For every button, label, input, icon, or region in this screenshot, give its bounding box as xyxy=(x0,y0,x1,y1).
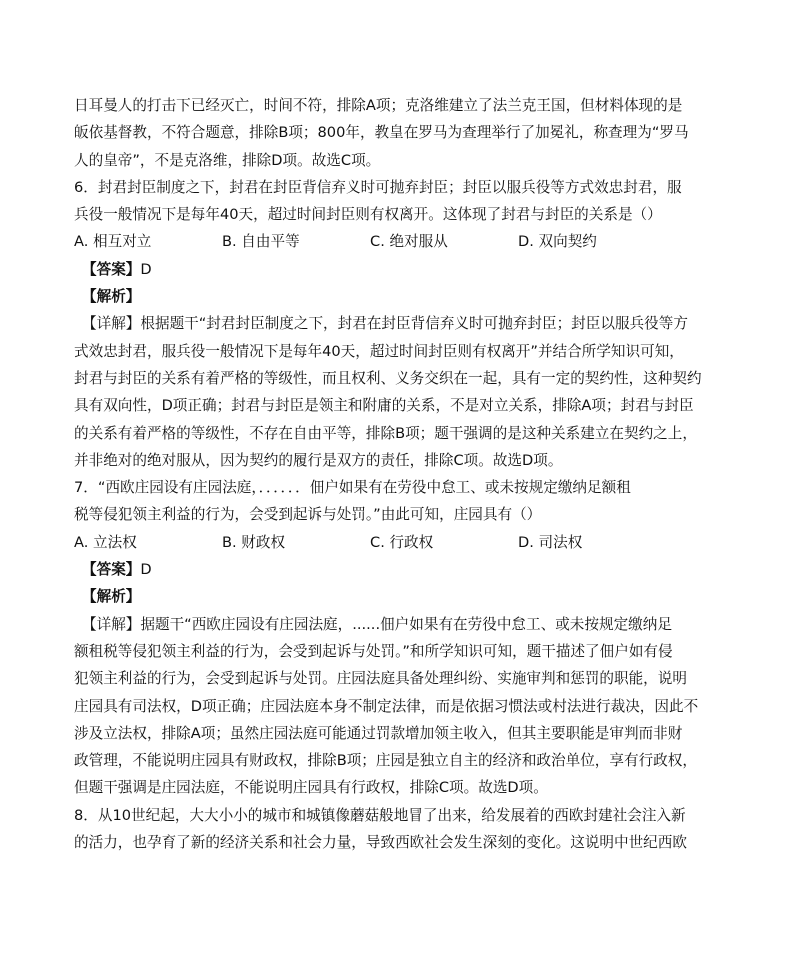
q7-answer xyxy=(74,556,720,583)
q6-detail-line: 并非绝对的绝对服从，因为契约的履行是双方的责任，排除C项。故选D项。 xyxy=(74,451,563,469)
q6-detail-line: 具有双向性，D项正确；封君与封臣是领主和附庸的关系，不是对立关系，排除A项；封君与封臣 xyxy=(74,397,694,415)
q6-options xyxy=(74,228,720,255)
q6-stem-line: 兵役一般情况下是每年40天，超过时间封臣则有权离开。这体现了封君与封臣的关系是（） xyxy=(74,206,662,224)
q7-options xyxy=(74,529,720,556)
q6-option-b: B. 自由平等 xyxy=(222,233,300,251)
prev-analysis-line: 日耳曼人的打击下已经灭亡，时间不符，排除A项；克洛维建立了法兰克王国，但材料体现的是 xyxy=(74,97,683,114)
q6-analysis-label: 【解析】 xyxy=(82,288,141,306)
q8-stem-line: 8．从10世纪起，大大小小的城市和城镇像蘑菇般地冒了出来，给发展着的西欧封建社会注入新 xyxy=(74,806,686,824)
q6-option-a: A. 相互对立 xyxy=(74,233,152,251)
q7-option-a: A. 立法权 xyxy=(74,533,137,551)
q7-analysis-tag xyxy=(74,583,720,610)
q7-detail-line: 但题干强调是庄园法庭，不能说明庄园具有行政权，排除C项。故选D项。 xyxy=(74,779,548,797)
q6-analysis-tag xyxy=(74,283,720,310)
q7-detail-line: 额租税等侵犯领主利益的行为，会受到起诉与处罚。”和所学知识可知，题干描述了佃户如有侵 xyxy=(74,642,673,660)
q7-detail-line: 政管理，不能说明庄园具有财政权，排除B项；庄园是独立自主的经济和政治单位，享有行政权， xyxy=(74,752,697,770)
q6-detail-line: 式效忠封君，服兵役一般情况下是每年40天，超过时间封臣则有权离开”并结合所学知识可知， xyxy=(74,342,684,360)
q7-detail-line: 庄园具有司法权，D项正确；庄园法庭本身不制定法律，而是依据习惯法或村法进行裁决，因此不 xyxy=(74,697,699,715)
prev-analysis-line: 皈依基督教，不符合题意，排除B项；800年，教皇在罗马为查理举行了加冕礼，称查理为“罗马 xyxy=(74,124,689,142)
q8-stem-line: 的活力，也孕育了新的经济关系和社会力量，导致西欧社会发生深刻的变化。这说明中世纪西欧 xyxy=(74,834,687,852)
q6-answer-tag: 【答案】 xyxy=(82,260,141,278)
q6-detail-line: 的关系有着严格的等级性，不存在自由平等，排除B项；题干强调的是这种关系建立在契约之上， xyxy=(74,424,697,442)
q7-stem-line: 7．“西欧庄园设有庄园法庭，．．．．．．佃户如果有在劳役中怠工、或未按规定缴纳足额租 xyxy=(74,479,631,497)
q7-analysis-label: 【解析】 xyxy=(82,588,141,606)
document-content xyxy=(74,92,720,856)
q6-option-d: D. 双向契约 xyxy=(518,233,597,251)
q7-answer-tag: 【答案】 xyxy=(82,561,141,579)
q7-stem-line: 税等侵犯领主利益的行为，会受到起诉与处罚。”由此可知，庄园具有（） xyxy=(74,506,542,524)
q6-answer-value: D xyxy=(140,260,152,278)
q7-detail-line: 涉及立法权，排除A项；虽然庄园法庭可能通过罚款增加领主收入，但其主要职能是审判而非财 xyxy=(74,724,683,742)
q7-option-d: D. 司法权 xyxy=(518,533,583,551)
q7-detail-line: 【详解】据题干“西欧庄园设有庄园法庭，......佃户如果有在劳役中怠工、或未按规定缴纳足 xyxy=(82,615,672,633)
q6-detail-line: 封君与封臣的关系有着严格的等级性，而且权利、义务交织在一起，具有一定的契约性，这种契约 xyxy=(74,369,702,387)
q6-option-c: C. 绝对服从 xyxy=(370,233,448,251)
q6-stem-line: 6．封君封臣制度之下，封君在封臣背信弃义时可抛弃封臣；封臣以服兵役等方式效忠封君，服 xyxy=(74,178,682,196)
q6-detail-line: 【详解】根据题干“封君封臣制度之下，封君在封臣背信弃义时可抛弃封臣；封臣以服兵役等方 xyxy=(82,315,688,333)
prev-analysis-line: 人的皇帝”，不是克洛维，排除D项。故选C项。 xyxy=(74,151,381,169)
q7-option-c: C. 行政权 xyxy=(370,533,434,551)
q7-option-b: B. 财政权 xyxy=(222,533,286,551)
q6-answer xyxy=(74,256,720,283)
q7-detail-line: 犯领主利益的行为，会受到起诉与处罚。庄园法庭具备处理纠纷、实施审判和惩罚的职能，说明 xyxy=(74,670,687,688)
q7-answer-value: D xyxy=(140,561,152,579)
